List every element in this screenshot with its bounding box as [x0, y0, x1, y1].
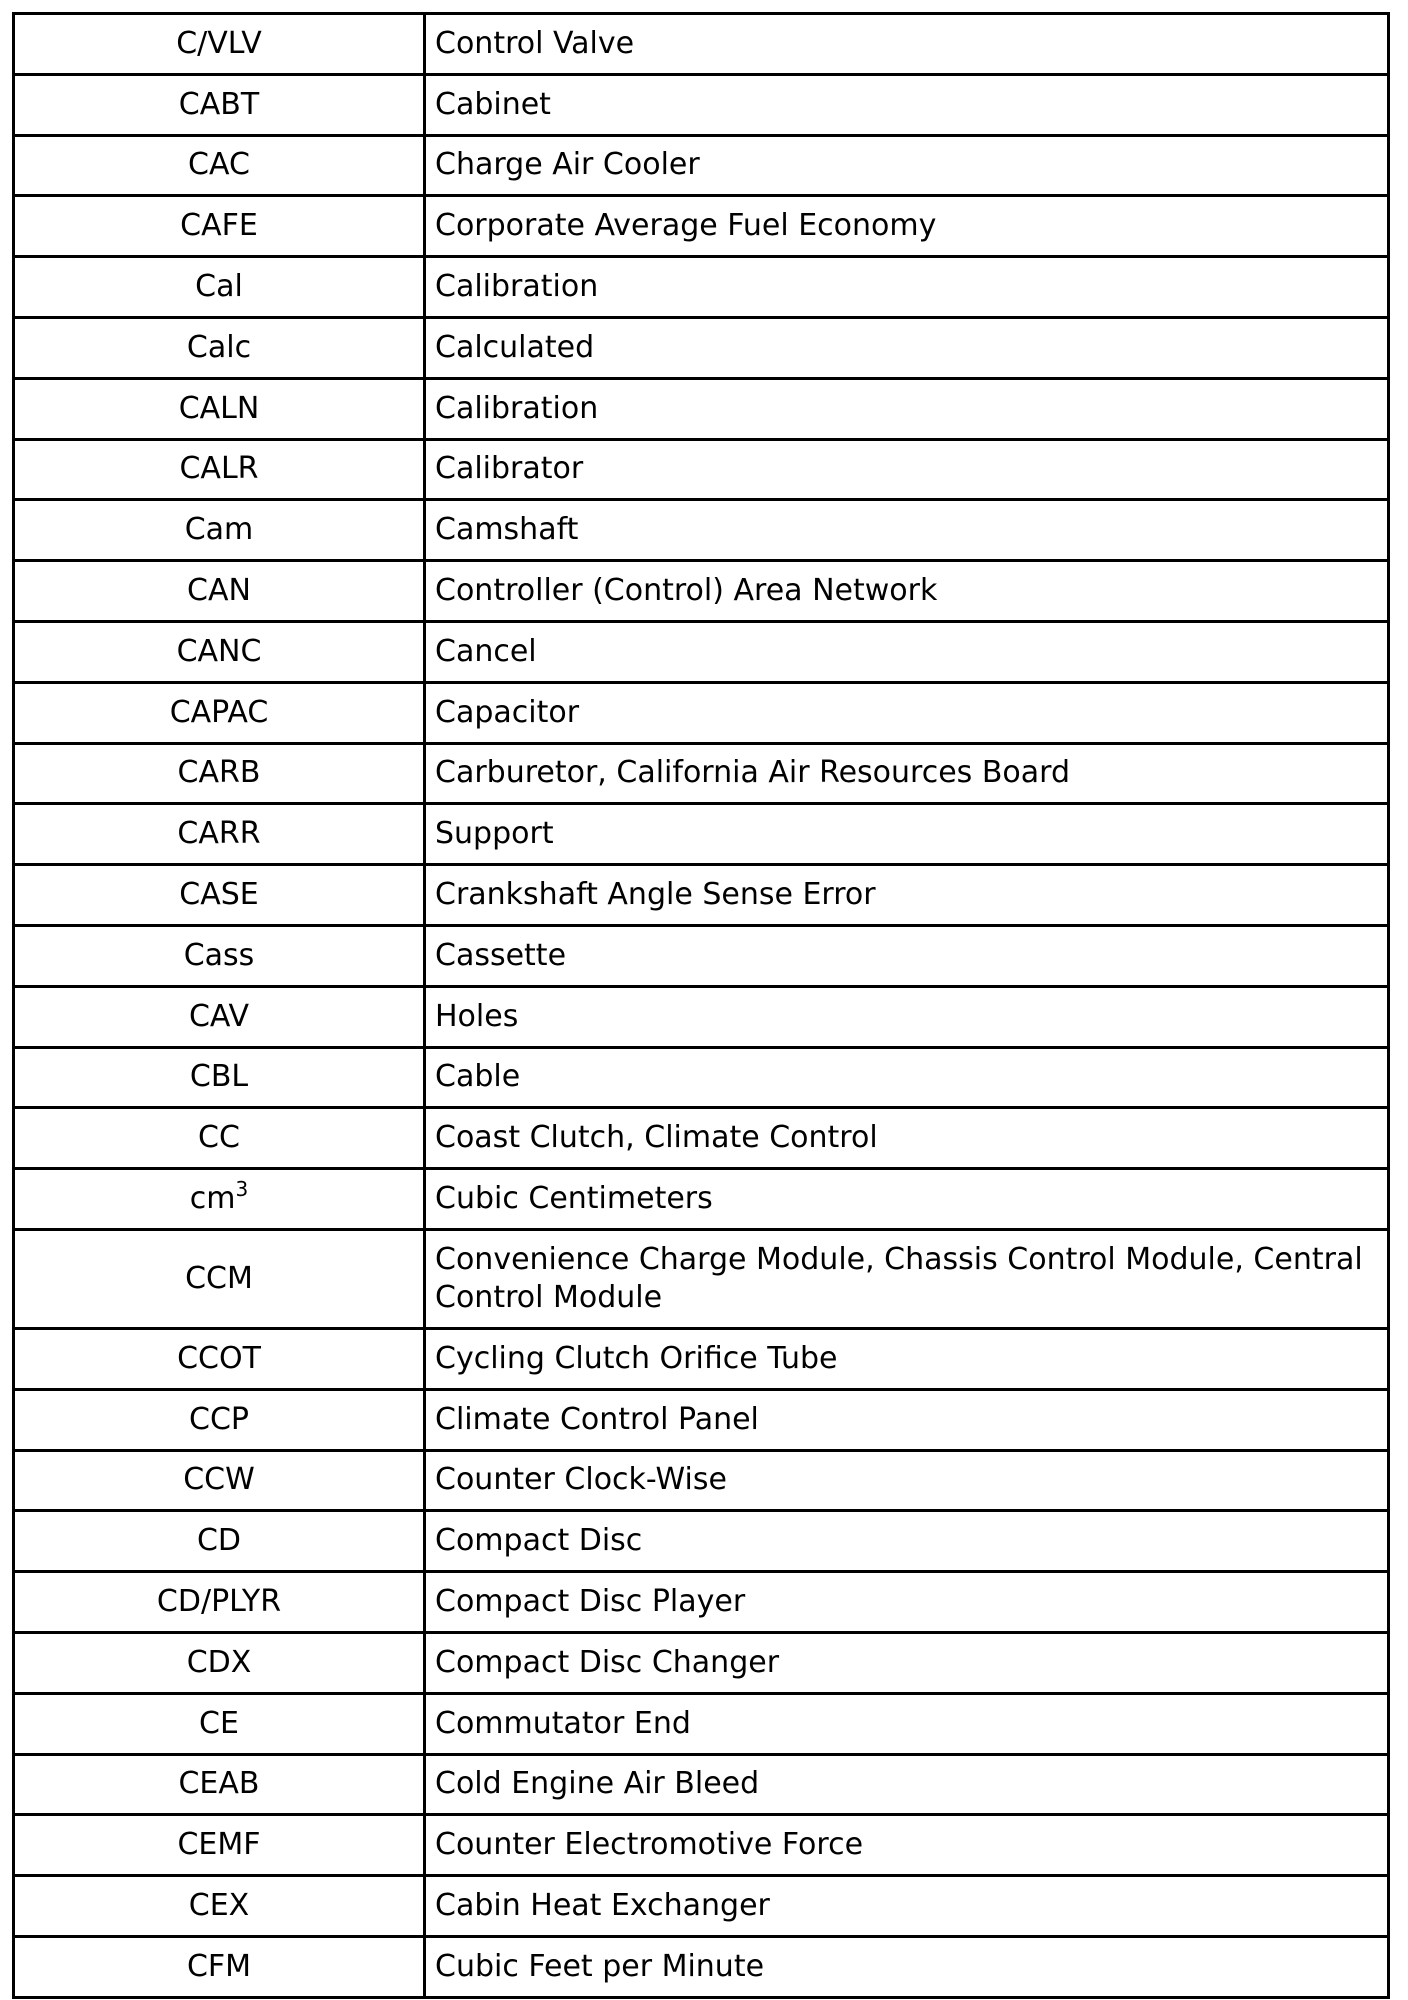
table-row: [14, 1815, 1389, 1876]
abbreviation-cell: CASE: [14, 865, 425, 926]
table-row: [14, 1754, 1389, 1815]
abbreviation-cell: CAV: [14, 986, 425, 1047]
table-row: [14, 1229, 1389, 1328]
abbreviation-cell: CARR: [14, 804, 425, 865]
abbreviation-cell: Cal: [14, 257, 425, 318]
abbreviation-cell: [14, 1169, 425, 1230]
meaning-cell: Crankshaft Angle Sense Error: [425, 865, 1389, 926]
meaning-cell: Cabinet: [425, 74, 1389, 135]
abbreviation-cell: CFM: [14, 1936, 425, 1997]
meaning-cell: Counter Clock-Wise: [425, 1450, 1389, 1511]
abbreviation-cell: CAFE: [14, 196, 425, 257]
table-row: [14, 1936, 1389, 1997]
abbreviation-superscript: 3: [235, 1177, 249, 1202]
table-row: [14, 682, 1389, 743]
table-row: [14, 561, 1389, 622]
table-row: [14, 378, 1389, 439]
abbreviation-cell: Calc: [14, 317, 425, 378]
table-row: [14, 1450, 1389, 1511]
meaning-cell: Calibration: [425, 378, 1389, 439]
meaning-cell: Camshaft: [425, 500, 1389, 561]
abbreviation-cell: CE: [14, 1693, 425, 1754]
table-row: [14, 865, 1389, 926]
abbreviation-cell: CCP: [14, 1389, 425, 1450]
abbreviation-base: cm: [189, 1181, 236, 1217]
abbreviation-cell: Cass: [14, 925, 425, 986]
table-row: [14, 1693, 1389, 1754]
abbreviation-cell: CEX: [14, 1876, 425, 1937]
table-row: [14, 257, 1389, 318]
meaning-cell: Convenience Charge Module, Chassis Control Module, Central Control Module: [425, 1229, 1389, 1328]
meaning-cell: Commutator End: [425, 1693, 1389, 1754]
meaning-cell: Calibration: [425, 257, 1389, 318]
table-row: [14, 1389, 1389, 1450]
meaning-cell: Corporate Average Fuel Economy: [425, 196, 1389, 257]
meaning-cell: Cycling Clutch Orifice Tube: [425, 1328, 1389, 1389]
table-row: [14, 804, 1389, 865]
meaning-cell: Cold Engine Air Bleed: [425, 1754, 1389, 1815]
meaning-cell: Carburetor, California Air Resources Board: [425, 743, 1389, 804]
table-row: [14, 1572, 1389, 1633]
meaning-cell: Compact Disc: [425, 1511, 1389, 1572]
table-row: [14, 621, 1389, 682]
meaning-cell: Capacitor: [425, 682, 1389, 743]
table-row: [14, 500, 1389, 561]
abbreviation-cell: CAN: [14, 561, 425, 622]
abbreviation-table: [12, 12, 1390, 1999]
abbreviation-cell: CCW: [14, 1450, 425, 1511]
abbreviation-cell: CBL: [14, 1047, 425, 1108]
table-row: [14, 135, 1389, 196]
table-row: [14, 1328, 1389, 1389]
abbreviation-cell: CALN: [14, 378, 425, 439]
meaning-cell: Cubic Feet per Minute: [425, 1936, 1389, 1997]
abbreviation-cell: CDX: [14, 1632, 425, 1693]
abbreviation-cell: CANC: [14, 621, 425, 682]
meaning-cell: Coast Clutch, Climate Control: [425, 1108, 1389, 1169]
table-row: [14, 196, 1389, 257]
table-row: [14, 743, 1389, 804]
meaning-cell: Control Valve: [425, 14, 1389, 75]
meaning-cell: Cubic Centimeters: [425, 1169, 1389, 1230]
abbreviation-cell: CABT: [14, 74, 425, 135]
meaning-cell: Cassette: [425, 925, 1389, 986]
meaning-cell: Calculated: [425, 317, 1389, 378]
abbreviation-cell: CD/PLYR: [14, 1572, 425, 1633]
meaning-cell: Cancel: [425, 621, 1389, 682]
meaning-cell: Support: [425, 804, 1389, 865]
table-row: [14, 439, 1389, 500]
abbreviation-cell: C/VLV: [14, 14, 425, 75]
meaning-cell: Compact Disc Player: [425, 1572, 1389, 1633]
meaning-cell: Cable: [425, 1047, 1389, 1108]
abbreviation-cell: CEAB: [14, 1754, 425, 1815]
abbreviation-cell: CC: [14, 1108, 425, 1169]
abbreviation-cell: CCOT: [14, 1328, 425, 1389]
meaning-cell: Controller (Control) Area Network: [425, 561, 1389, 622]
abbreviation-cell: CD: [14, 1511, 425, 1572]
abbreviation-cell: CARB: [14, 743, 425, 804]
abbreviation-cell: CALR: [14, 439, 425, 500]
meaning-cell: Compact Disc Changer: [425, 1632, 1389, 1693]
abbreviation-cell: CAPAC: [14, 682, 425, 743]
meaning-cell: Holes: [425, 986, 1389, 1047]
meaning-cell: Climate Control Panel: [425, 1389, 1389, 1450]
meaning-cell: Charge Air Cooler: [425, 135, 1389, 196]
table-row: [14, 74, 1389, 135]
table-row: [14, 1169, 1389, 1230]
table-row: [14, 1108, 1389, 1169]
abbreviation-cell: CEMF: [14, 1815, 425, 1876]
meaning-cell: Cabin Heat Exchanger: [425, 1876, 1389, 1937]
abbreviation-cell: Cam: [14, 500, 425, 561]
table-row: [14, 1047, 1389, 1108]
table-row: [14, 986, 1389, 1047]
table-row: [14, 317, 1389, 378]
meaning-cell: Counter Electromotive Force: [425, 1815, 1389, 1876]
table-row: [14, 1876, 1389, 1937]
table-row: [14, 925, 1389, 986]
table-row: [14, 1632, 1389, 1693]
table-row: [14, 1511, 1389, 1572]
abbreviation-cell: CAC: [14, 135, 425, 196]
table-body: [14, 14, 1389, 1998]
abbreviation-cell: CCM: [14, 1229, 425, 1328]
table-row: [14, 14, 1389, 75]
meaning-cell: Calibrator: [425, 439, 1389, 500]
